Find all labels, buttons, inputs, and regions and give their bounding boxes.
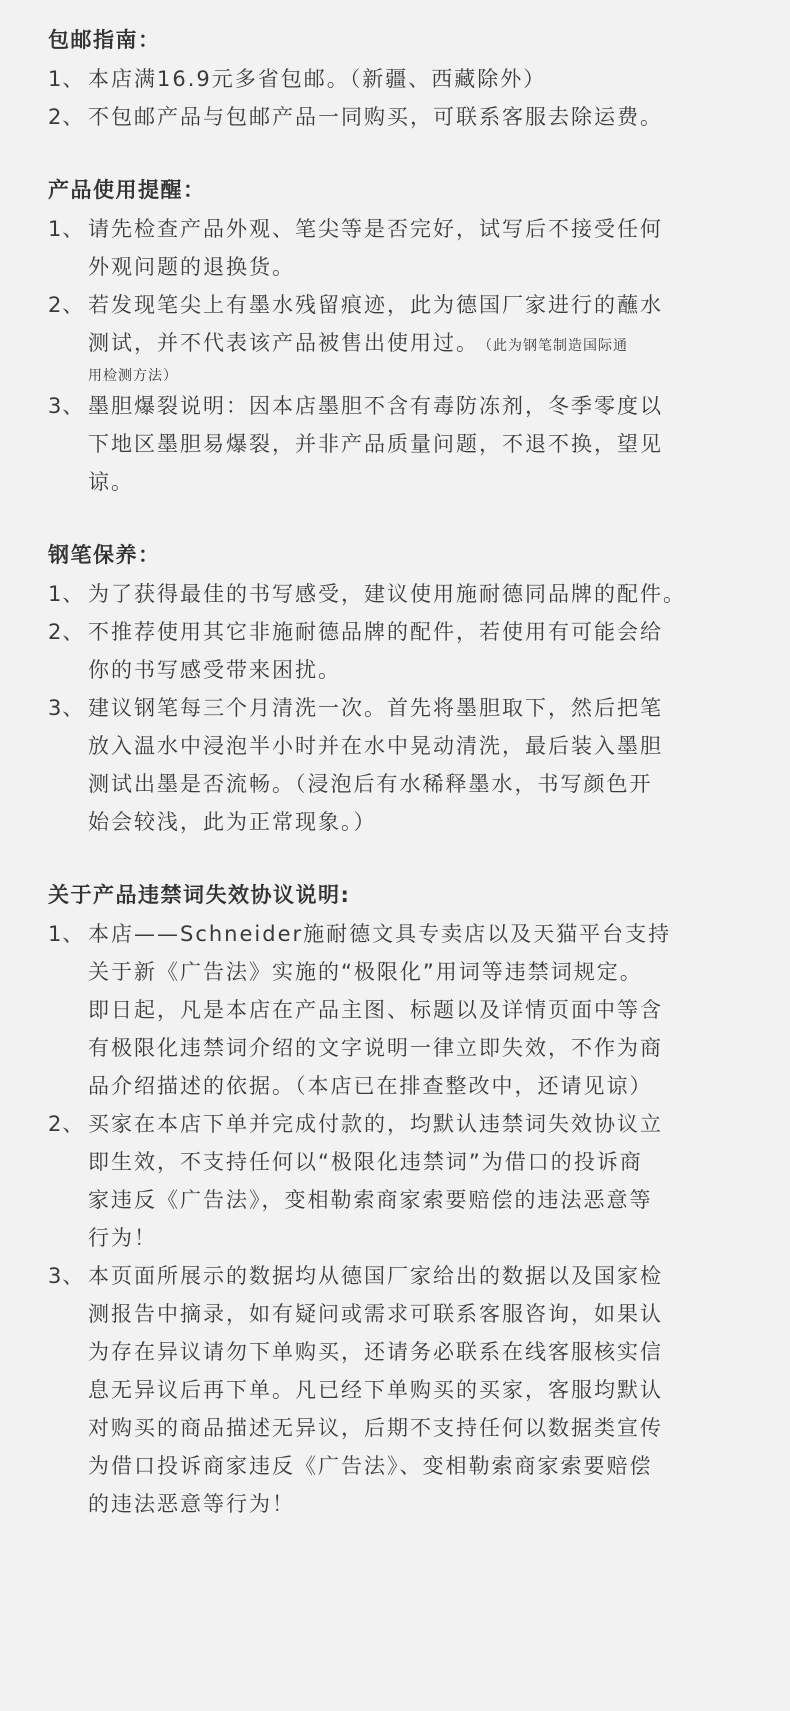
pen-care-heading: 钢笔保养： (48, 543, 161, 567)
usage-item-3 (48, 387, 750, 501)
item-number: 2、 (48, 293, 85, 317)
item-text-line: 测试出墨是否流畅。（浸泡后有水稀释墨水，书写颜色开 (88, 772, 653, 796)
item-text-line: 你的书写感受带来困扰。 (88, 658, 341, 682)
shipping-guide-heading: 包邮指南： (48, 28, 161, 52)
pen-care-section (48, 535, 750, 841)
item-text-line: 本页面所展示的数据均从德国厂家给出的数据以及国家检 (88, 1264, 663, 1288)
item-text-line: 行为！ (88, 1226, 157, 1250)
item-text-line: 品介绍描述的依据。（本店已在排查整改中，还请见谅） (88, 1074, 653, 1098)
item-number: 1、 (48, 217, 85, 241)
item-text-line: 对购买的商品描述无异议，后期不支持任何以数据类宣传 (88, 1416, 663, 1440)
item-text-line: 下地区墨胆易爆裂，并非产品质量问题，不退不换，望见 (88, 432, 663, 456)
item-text-line: 有极限化违禁词介绍的文字说明一律立即失效，不作为商 (88, 1036, 663, 1060)
agreement-heading: 关于产品违禁词失效协议说明: (48, 883, 351, 907)
item-text-line: 外观问题的退换货。 (88, 255, 295, 279)
usage-item-1 (48, 210, 750, 286)
item-text-line: 放入温水中浸泡半小时并在水中晃动清洗，最后装入墨胆 (88, 734, 663, 758)
item-text-line: 测报告中摘录，如有疑问或需求可联系客服咨询，如果认 (88, 1302, 663, 1326)
item-text-line: 即日起，凡是本店在产品主图、标题以及详情页面中等含 (88, 998, 663, 1022)
item-number: 1、 (48, 67, 85, 91)
item-text: 不包邮产品与包邮产品一同购买，可联系客服去除运费。 (88, 105, 663, 129)
agreement-item-1 (48, 915, 750, 1105)
item-number: 1、 (48, 582, 85, 606)
item-text-line: 为存在异议请勿下单购买，还请务必联系在线客服核实信 (88, 1340, 663, 1364)
usage-item-2 (48, 286, 750, 387)
item-text-line: 的违法恶意等行为！ (88, 1492, 295, 1516)
item-text-line: 关于新《广告法》实施的“极限化”用词等违禁词规定。 (88, 960, 643, 984)
usage-reminder-section (48, 170, 750, 501)
item-text-line (88, 324, 750, 365)
item-small-note-continued: 用检测方法） (88, 368, 178, 384)
item-number: 2、 (48, 105, 85, 129)
item-text-line: 息无异议后再下单。凡已经下单购买的买家，客服均默认 (88, 1378, 663, 1402)
shipping-guide-section (48, 20, 750, 136)
item-text: 本店满16.9元多省包邮。（新疆、西藏除外） (88, 67, 547, 91)
item-text-line: 若发现笔尖上有墨水残留痕迹，此为德国厂家进行的蘸水 (88, 293, 663, 317)
item-text-line: 谅。 (88, 470, 134, 494)
agreement-item-2 (48, 1105, 750, 1257)
care-item-3 (48, 689, 750, 841)
item-text-segment: 测试，并不代表该产品被售出使用过。 (88, 331, 479, 355)
care-item-2 (48, 613, 750, 689)
item-text-line: 请先检查产品外观、笔尖等是否完好，试写后不接受任何 (88, 217, 663, 241)
shipping-item-2 (48, 98, 750, 136)
item-number: 2、 (48, 1112, 85, 1136)
item-number: 3、 (48, 696, 85, 720)
item-small-note: （此为钢笔制造国际通 (485, 338, 628, 354)
usage-reminder-heading: 产品使用提醒： (48, 178, 206, 202)
item-number: 2、 (48, 620, 85, 644)
item-text-line: 买家在本店下单并完成付款的，均默认违禁词失效协议立 (88, 1112, 663, 1136)
care-item-1 (48, 575, 750, 613)
item-text-line: 始会较浅，此为正常现象。） (88, 810, 377, 834)
item-text-line: 家违反《广告法》，变相勒索商家索要赔偿的违法恶意等 (88, 1188, 653, 1212)
item-text-line: 为借口投诉商家违反《广告法》、变相勒索商家索要赔偿 (88, 1454, 653, 1478)
item-text-line: 建议钢笔每三个月清洗一次。首先将墨胆取下，然后把笔 (88, 696, 663, 720)
item-number: 3、 (48, 1264, 85, 1288)
item-text-line: 不推荐使用其它非施耐德品牌的配件，若使用有可能会给 (88, 620, 663, 644)
prohibited-words-agreement-section (48, 875, 750, 1523)
item-number: 3、 (48, 394, 85, 418)
item-text-line: 即生效，不支持任何以“极限化违禁词”为借口的投诉商 (88, 1150, 643, 1174)
item-number: 1、 (48, 922, 85, 946)
item-text-line: 墨胆爆裂说明：因本店墨胆不含有毒防冻剂，冬季零度以 (88, 394, 663, 418)
item-text-line: 本店——Schneider施耐德文具专卖店以及天猫平台支持 (88, 922, 672, 946)
item-text-line: 为了获得最佳的书写感受，建议使用施耐德同品牌的配件。 (88, 582, 686, 606)
shipping-item-1 (48, 60, 750, 98)
agreement-item-3 (48, 1257, 750, 1523)
